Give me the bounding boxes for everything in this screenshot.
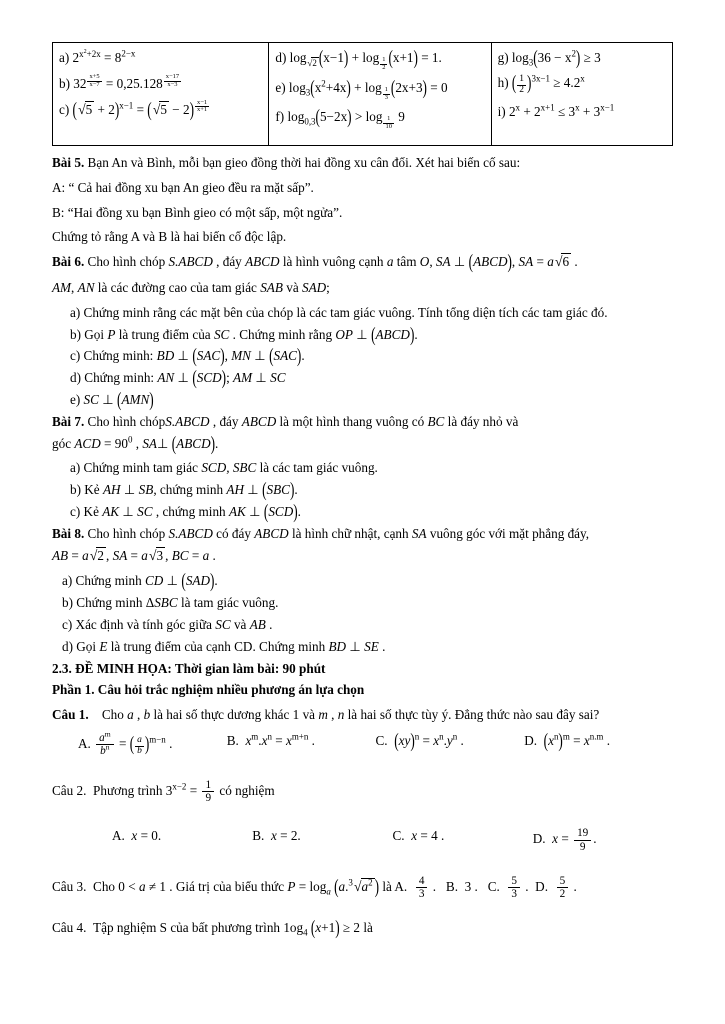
bai5-line-a: A: “ Cả hai đồng xu bạn An gieo đều ra mặt sấp”. xyxy=(52,179,314,195)
bai8-item-b: b) Chứng minh ΔSBC là tam giác vuông. xyxy=(62,595,279,611)
exercise-item-b: b) 32 $^{\frac{x+5}{x-7}}$ = 0,25.128 $^{\frac{x-17}{x-3}}$ xyxy=(59,72,180,91)
bai8-label: Bài 8. xyxy=(52,525,85,541)
cau1-answer-c[interactable]: C. $(xy)^n = x^n.y^n$ . xyxy=(375,729,464,752)
bai7-line1: Bài 7. Cho hình chópS.ABCD , đáy ABCD là một hình thang vuông có BC là đáy nhỏ và xyxy=(52,413,519,429)
cau2-label: Câu 2. xyxy=(52,783,87,799)
bai8-item-a: a) Chứng minh CD ⊥ (SAD). xyxy=(62,569,218,592)
bai8-line2: AB = a√2 , SA = a√3 , BC = a . xyxy=(52,547,216,563)
cau3-question: Câu 3. Cho 0 < a ≠ 1 . Giá trị của biểu thức $P = \log_a (a.^3√a^2$ ) là A. $\frac{4}{3}$ . B. 3 . C. $\frac{5}{3}$ . D. $\frac{5}{2}$ . xyxy=(52,874,577,900)
bai5-intro: Bài 5. Bạn An và Bình, mỗi bạn gieo đồng thời hai đồng xu cân đối. Xét hai biến cố sau: xyxy=(52,154,521,170)
bai7-label: Bài 7. xyxy=(52,413,85,429)
exercise-item-i: i) $2^x + 2^{x+1} \le 3^x + 3^{x-1}$ xyxy=(497,102,615,119)
cau4-question: Câu 4. Tập nghiệm S của bất phương trình $1og_4$ (x+1) ≥ 2 là xyxy=(52,915,373,939)
cau2-answer-c[interactable]: C. x = 4 . xyxy=(392,828,445,844)
cau3-answer-d[interactable]: D. $\frac{5}{2}$ . xyxy=(535,874,577,900)
exercise-item-a: a) $2^{x^2+2x} = 8^{2-x}$ xyxy=(59,48,136,65)
cau3-label: Câu 3. xyxy=(52,878,87,894)
cau2-answers xyxy=(52,827,673,852)
bai6-item-b: b) Gọi P là trung điểm của SC . Chứng minh rằng OP ⊥ (ABCD). xyxy=(70,322,418,346)
cau1-answer-b[interactable]: B. $x^m.x^n = x^{m+n}$ . xyxy=(226,731,315,749)
cau1-question: Câu 1. Cho a , b là hai số thực dương khác 1 và m , n là hai số thực tùy ý. Đẳng thức nào sau đây sai? xyxy=(52,707,600,723)
bai7-item-c: c) Kẻ AK ⊥ SC , chứng minh AK ⊥ (SCD). xyxy=(70,500,301,523)
exercise-item-h: h) ( $\frac{1}{2}$ )$^{3x-1} \ge 4.2^x$ xyxy=(497,70,585,95)
bai6-line1: Bài 6. Cho hình chóp S.ABCD , đáy ABCD là hình vuông cạnh a tâm O, SA ⊥ (ABCD), SA = a√6 . xyxy=(52,250,578,273)
exercise-item-d: d) $\log_{√2} (x-1) + \log$ $_{\frac{1}{2}}$ (x+1) = 1. xyxy=(275,46,442,71)
cau2-question: Câu 2. Phương trình $3^{x-2}$ = $\frac{1}{9}$ có nghiệm xyxy=(52,779,275,805)
cau4-label: Câu 4. xyxy=(52,919,87,935)
table-row xyxy=(53,43,673,146)
bai6-line2: AM, AN là các đường cao của tam giác SAB và SAD; xyxy=(52,279,330,295)
cau2-answer-d[interactable]: D. x = $\frac{19}{9}$ . xyxy=(532,827,597,853)
cau2-answer-b[interactable]: B. x = 2. xyxy=(252,828,301,844)
bai7-line2: góc ACD = $90^0$ , SA⊥ (ABCD). xyxy=(52,431,219,455)
bai8-item-d: d) Gọi E là trung điểm của cạnh CD. Chứng minh BD ⊥ SE . xyxy=(62,638,386,654)
cau1-answers xyxy=(52,729,673,758)
bai7-item-a: a) Chứng minh tam giác SCD, SBC là các tam giác vuông. xyxy=(70,460,378,476)
exercise-item-f: f) $\log_{0,3}(5-2x) > \log$ $_{\frac{1}{10}}$ 9 xyxy=(275,105,405,131)
table-cell-col2 xyxy=(269,43,491,146)
section-part1: Phần 1. Câu hỏi trắc nghiệm nhiều phương án lựa chọn xyxy=(52,682,365,698)
table-cell-col1 xyxy=(53,43,269,146)
bai5-label: Bài 5. xyxy=(52,154,85,170)
table-cell-col3 xyxy=(491,43,672,146)
bai8-item-c: c) Xác định và tính góc giữa SC và AB . xyxy=(62,616,273,632)
cau1-answer-a[interactable]: A. $\frac{a^m}{b^n}$ = ( $\frac{a}{b}$ )$^{m-n}$ . xyxy=(78,729,173,758)
cau3-answer-c[interactable]: C. $\frac{5}{3}$ . xyxy=(487,874,529,900)
bai6-item-e: e) SC ⊥ (AMN) xyxy=(70,387,154,411)
bai7-item-b: b) Kẻ AH ⊥ SB, chứng minh AH ⊥ (SBC). xyxy=(70,478,298,501)
exercise-item-g: g) $\log_3(36 - x^2) \ge 3$ xyxy=(497,46,601,69)
section-heading: 2.3. ĐỀ MINH HỌA: Thời gian làm bài: 90 phút xyxy=(52,660,326,676)
exercise-table xyxy=(52,42,673,146)
bai6-item-a: a) Chứng minh rằng các mặt bên của chóp là các tam giác vuông. Tính tổng diện tích các tam giác đó. xyxy=(70,304,608,320)
cau2-answer-a[interactable]: A. x = 0. xyxy=(112,828,162,844)
cau3-answer-a[interactable]: A. $\frac{4}{3}$ . xyxy=(394,874,437,900)
bai5-line-c: Chứng tỏ rằng A và B là hai biến cố độc lập. xyxy=(52,229,287,245)
bai6-label: Bài 6. xyxy=(52,254,85,270)
bai5-line-b: B: “Hai đồng xu bạn Bình gieo có một sấp, một ngửa”. xyxy=(52,204,343,220)
bai6-item-c: c) Chứng minh: BD ⊥ (SAC), MN ⊥ (SAC). xyxy=(70,344,305,367)
exercise-item-c: c) $(√5 + 2)^{x-1} = (√5 - 2)$ $^{\frac{x-1}{x+1}}$ xyxy=(59,97,208,121)
exercise-item-e: e) $\log_3(x^2+4x) + \log$ $_{\frac{1}{3}}$ (2x+3) = 0 xyxy=(275,75,448,101)
cau1-label: Câu 1. xyxy=(52,707,89,723)
bai8-line1: Bài 8. Cho hình chóp S.ABCD có đáy ABCD là hình chữ nhật, cạnh SA vuông góc với mặt phẳng đáy, xyxy=(52,525,590,541)
cau3-answer-b[interactable]: B. 3 . xyxy=(445,878,478,894)
bai6-item-d: d) Chứng minh: AN ⊥ (SCD); AM ⊥ SC xyxy=(70,366,286,389)
cau1-answer-d[interactable]: D. $(x^n)^m = x^{n.m}$ . xyxy=(524,729,610,752)
